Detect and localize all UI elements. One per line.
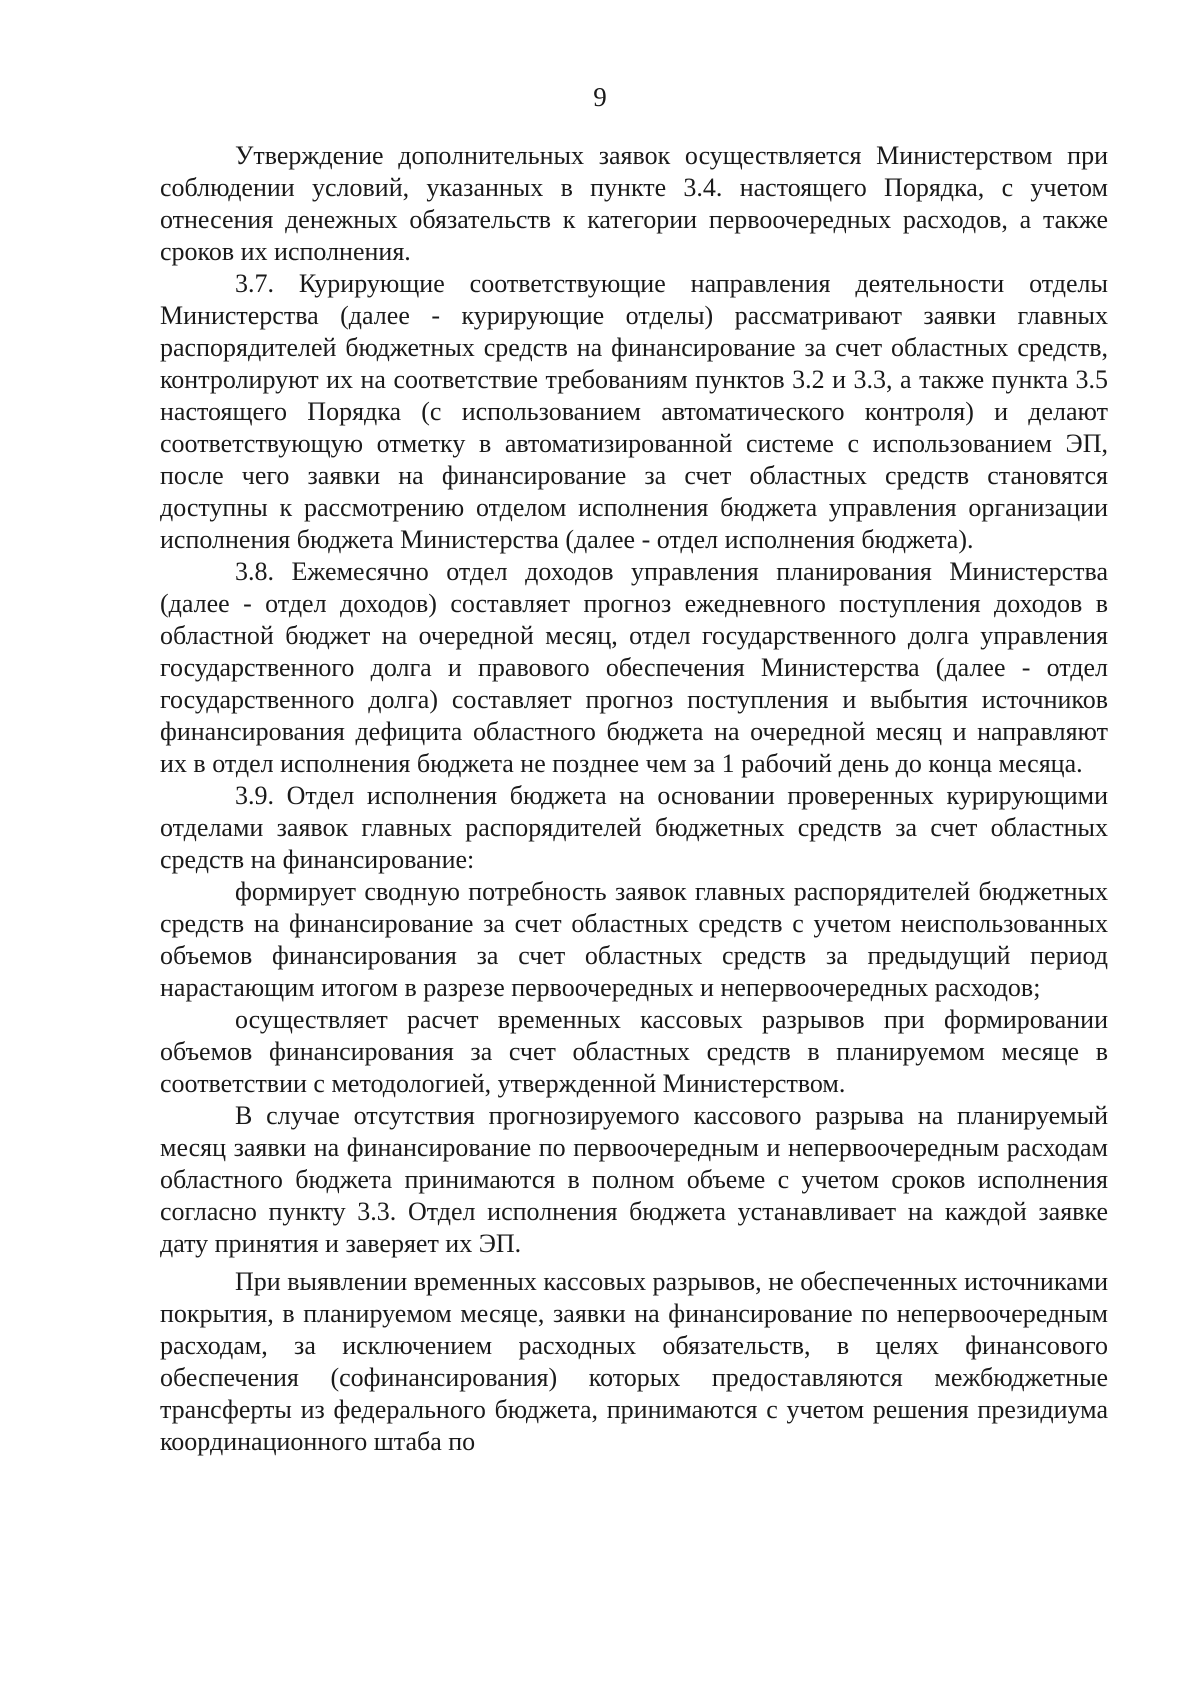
- page-number: 9: [593, 82, 607, 112]
- paragraph-3-7: 3.7. Курирующие соответствующие направления деятельности отделы Министерства (далее - курирующие отделы) рассматривают заявки главных распорядителей бюджетных средств на финансирование за счет областных средств, контролируют их на соответствие требованиям пунктов 3.2 и 3.3, а также пункта 3.5 настоящего Порядка (с использованием автоматического контроля) и делают соответствующую отметку в автоматизированной системе с использованием ЭП, после чего заявки на финансирование за счет областных средств становятся доступны к рассмотрению отделом исполнения бюджета управления организации исполнения бюджета Министерства (далее - отдел исполнения бюджета).: [160, 269, 1108, 554]
- paragraph-gap-detected: При выявлении временных кассовых разрывов, не обеспеченных источниками покрытия, в планируемом месяце, заявки на финансирование по непервоочередным расходам, за исключением расходных обязательств, в целях финансового обеспечения (софинансирования) которых предоставляются межбюджетные трансферты из федерального бюджета, принимаются с учетом решения президиума координационного штаба по: [160, 1267, 1108, 1456]
- paragraph-additional-requests: Утверждение дополнительных заявок осуществляется Министерством при соблюдении условий, указанных в пункте 3.4. настоящего Порядка, с учетом отнесения денежных обязательств к категории первоочередных расходов, а также сроков их исполнения.: [160, 141, 1108, 266]
- paragraph-no-gap-case: В случае отсутствия прогнозируемого кассового разрыва на планируемый месяц заявки на финансирование по первоочередным и непервоочередным расходам областного бюджета принимаются в полном объеме с учетом сроков исполнения согласно пункту 3.3. Отдел исполнения бюджета устанавливает на каждой заявке дату принятия и заверяет их ЭП.: [160, 1101, 1108, 1258]
- document-body: [160, 140, 1108, 1458]
- paragraph-3-8: 3.8. Ежемесячно отдел доходов управления планирования Министерства (далее - отдел доходов) составляет прогноз ежедневного поступления доходов в областной бюджет на очередной месяц, отдел государственного долга управления государственного долга и правового обеспечения Министерства (далее - отдел государственного долга) составляет прогноз поступления и выбытия источников финансирования дефицита областного бюджета на очередной месяц и направляют их в отдел исполнения бюджета не позднее чем за 1 рабочий день до конца месяца.: [160, 557, 1108, 778]
- paragraph-forms-summary: формирует сводную потребность заявок главных распорядителей бюджетных средств на финансирование за счет областных средств с учетом неиспользованных объемов финансирования за счет областных средств за предыдущий период нарастающим итогом в разрезе первоочередных и непервоочередных расходов;: [160, 877, 1108, 1002]
- paragraph-cash-gaps: осуществляет расчет временных кассовых разрывов при формировании объемов финансирования за счет областных средств в планируемом месяце в соответствии с методологией, утвержденной Министерством.: [160, 1005, 1108, 1098]
- paragraph-3-9: 3.9. Отдел исполнения бюджета на основании проверенных курирующими отделами заявок главных распорядителей бюджетных средств за счет областных средств на финансирование:: [160, 781, 1108, 874]
